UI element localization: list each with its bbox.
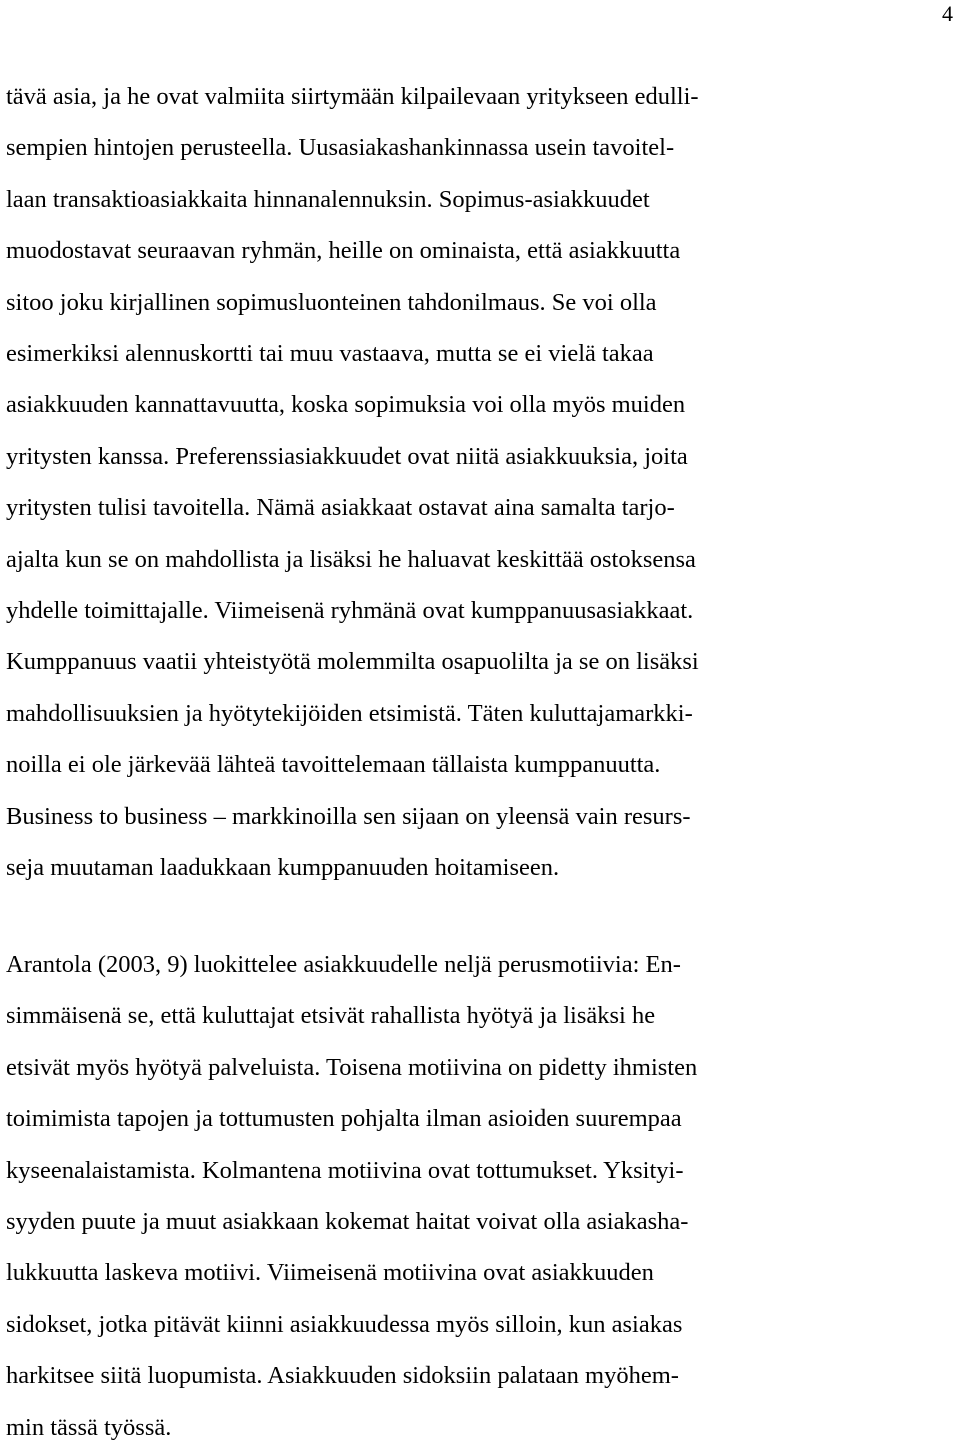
text-line: tävä asia, ja he ovat valmiita siirtymään kilpailevaan yritykseen edulli- — [6, 83, 699, 110]
text-line: seja muutaman laadukkaan kumppanuuden hoitamiseen. — [6, 854, 560, 882]
text-line: toimimista tapojen ja tottumusten pohjalta ilman asioiden suurempaa — [6, 1105, 682, 1133]
text-line: ajalta kun se on mahdollista ja lisäksi he haluavat keskittää ostoksensa — [6, 545, 696, 573]
text-line: esimerkiksi alennuskortti tai muu vastaava, mutta se ei vielä takaa — [6, 340, 654, 368]
text-line: Arantola (2003, 9) luokittelee asiakkuudelle neljä perusmotiivia: En- — [6, 951, 681, 978]
text-line: syyden puute ja muut asiakkaan kokemat haitat voivat olla asiakasha- — [6, 1208, 689, 1236]
text-line: min tässä työssä. — [6, 1413, 172, 1441]
page-number: 4 — [942, 1, 953, 26]
text-line: kyseenalaistamista. Kolmantena motiivina ovat tottumukset. Yksityi- — [6, 1156, 684, 1184]
text-line: yritysten tulisi tavoitella. Nämä asiakkaat ostavat aina samalta tarjo- — [6, 494, 675, 522]
text-line: harkitsee siitä luopumista. Asiakkuuden sidoksiin palataan myöhem- — [6, 1362, 679, 1390]
text-line: sitoo joku kirjallinen sopimusluonteinen tahdonilmaus. Se voi olla — [6, 288, 657, 316]
text-line: etsivät myös hyötyä palveluista. Toisena motiivina on pidetty ihmisten — [6, 1053, 698, 1081]
text-line: simmäisenä se, että kuluttajat etsivät rahallista hyötyä ja lisäksi he — [6, 1002, 656, 1030]
text-line: yritysten kanssa. Preferenssiasiakkuudet ovat niitä asiakkuuksia, joita — [6, 442, 688, 470]
text-line: noilla ei ole järkevää lähteä tavoittelemaan tällaista kumppanuutta. — [6, 751, 661, 779]
text-line: laan transaktioasiakkaita hinnanalennuksin. Sopimus-asiakkuudet — [6, 185, 650, 213]
text-line: muodostavat seuraavan ryhmän, heille on ominaista, että asiakkuutta — [6, 237, 681, 265]
text-line: Business to business – markkinoilla sen sijaan on yleensä vain resurs- — [6, 802, 691, 830]
text-line: Kumppanuus vaatii yhteistyötä molemmilta osapuolilta ja se on lisäksi — [6, 648, 699, 676]
text-line: yhdelle toimittajalle. Viimeisenä ryhmänä ovat kumppanuusasiakkaat. — [6, 597, 694, 625]
text-line: sempien hintojen perusteella. Uusasiakashankinnassa usein tavoitel- — [6, 134, 675, 162]
paragraph-customer-groups — [6, 71, 906, 894]
text-line: sidokset, jotka pitävät kiinni asiakkuudessa myös silloin, kun asiakas — [6, 1310, 683, 1338]
text-line: lukkuutta laskeva motiivi. Viimeisenä motiivina ovat asiakkuuden — [6, 1259, 654, 1287]
text-line: mahdollisuuksien ja hyötytekijöiden etsimistä. Täten kuluttajamarkki- — [6, 699, 693, 727]
paragraph-customer-motives — [6, 939, 906, 1453]
text-line: asiakkuuden kannattavuutta, koska sopimuksia voi olla myös muiden — [6, 391, 686, 419]
